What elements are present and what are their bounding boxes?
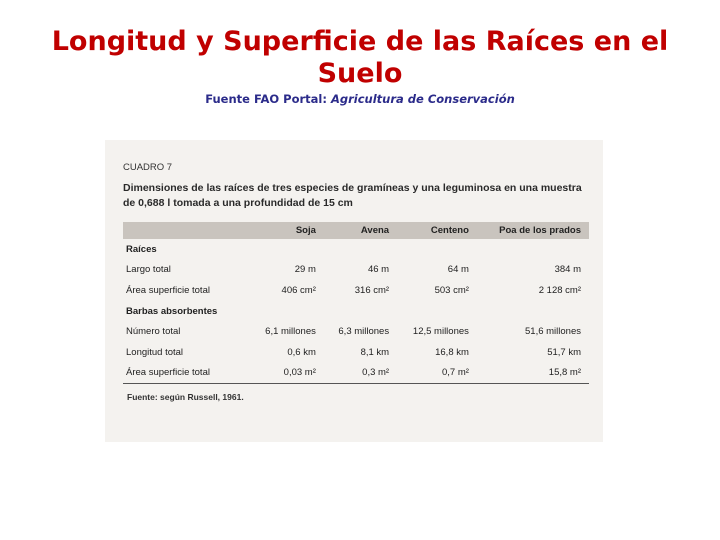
table-cell: 6,1 millones bbox=[265, 326, 316, 338]
table-cell bbox=[251, 301, 324, 322]
table-cell: 15,8 m² bbox=[477, 363, 589, 384]
table-cell bbox=[324, 301, 397, 322]
table-cell: 503 cm² bbox=[434, 284, 469, 296]
table-label: CUADRO 7 bbox=[123, 162, 173, 173]
table-row bbox=[123, 301, 589, 322]
table-cell: 2 128 cm² bbox=[538, 284, 581, 296]
table-cell: 6,3 millones bbox=[338, 326, 390, 338]
column-header bbox=[123, 222, 251, 239]
table-image bbox=[105, 140, 603, 442]
source-prefix: Fuente FAO Portal: bbox=[205, 92, 331, 106]
table-cell: 51,7 km bbox=[547, 346, 581, 358]
table-cell bbox=[397, 301, 477, 322]
table-row bbox=[123, 260, 589, 281]
table-cell: Número total bbox=[126, 326, 181, 338]
table-cell: 64 m bbox=[447, 264, 469, 276]
table-cell: 46 m bbox=[367, 264, 390, 276]
table-cell: 8,1 km bbox=[360, 346, 390, 358]
table-cell: Longitud total bbox=[126, 346, 184, 358]
roots-table bbox=[123, 222, 589, 384]
table-cell bbox=[477, 301, 589, 322]
table-cell: 0,7 m² bbox=[397, 363, 477, 384]
table-cell bbox=[477, 239, 589, 260]
table-cell bbox=[397, 239, 477, 260]
table-footnote: Fuente: según Russell, 1961. bbox=[127, 392, 244, 402]
table-cell: Área superficie total bbox=[126, 284, 210, 296]
table-row bbox=[123, 342, 589, 363]
source-link[interactable]: Agricultura de Conservación bbox=[330, 92, 515, 106]
table-cell: 406 cm² bbox=[281, 284, 316, 296]
table-cell: 0,03 m² bbox=[251, 363, 324, 384]
table-cell: Barbas absorbentes bbox=[126, 305, 218, 317]
column-header: Poa de los prados bbox=[477, 222, 589, 239]
table-caption: Dimensiones de las raíces de tres especies de gramíneas y una leguminosa en una muestra de 0,688 l tomada a una profundidad de 15 cm bbox=[123, 182, 582, 209]
table-cell bbox=[324, 239, 397, 260]
column-header: Centeno bbox=[397, 222, 477, 239]
table-cell: 316 cm² bbox=[354, 284, 390, 296]
table-cell: 0,3 m² bbox=[324, 363, 397, 384]
table-row bbox=[123, 363, 589, 384]
table-cell: 51,6 millones bbox=[525, 326, 581, 338]
column-header: Soja bbox=[251, 222, 324, 239]
slide-title: Longitud y Superficie de las Raíces en el Suelo bbox=[51, 26, 669, 89]
table-cell: Área superficie total bbox=[123, 363, 251, 384]
table-cell: Largo total bbox=[126, 264, 171, 276]
table-row bbox=[123, 239, 589, 260]
table-row bbox=[123, 321, 589, 342]
source-line bbox=[40, 92, 680, 106]
table-cell: Raíces bbox=[126, 243, 157, 255]
table-cell bbox=[251, 239, 324, 260]
table-cell: 384 m bbox=[554, 264, 581, 276]
table-cell: 0,6 km bbox=[287, 346, 316, 358]
table-cell: 29 m bbox=[294, 264, 316, 276]
table-header-row bbox=[123, 222, 589, 239]
table-row bbox=[123, 280, 589, 301]
column-header: Avena bbox=[324, 222, 397, 239]
table-cell: 12,5 millones bbox=[412, 326, 469, 338]
table-cell: 16,8 km bbox=[435, 346, 469, 358]
